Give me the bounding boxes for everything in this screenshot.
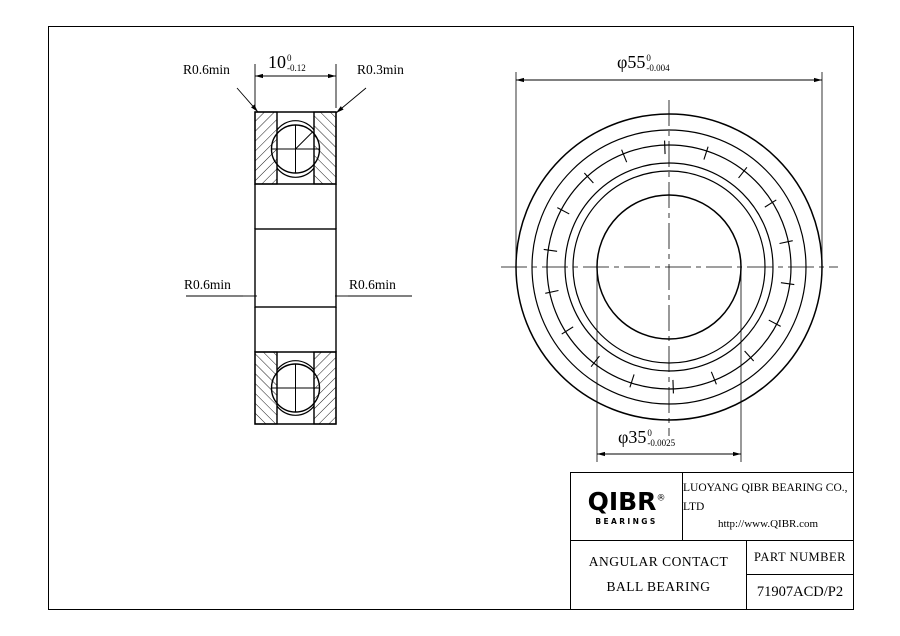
title-block: [570, 472, 854, 610]
product-description-line2: BALL BEARING: [606, 579, 711, 594]
logo-subtitle: BEARINGS: [595, 517, 658, 526]
part-number-label: PART NUMBER: [747, 541, 853, 575]
product-description: [571, 541, 747, 609]
bore-diameter-label: φ35 0 -0.0025: [618, 427, 676, 448]
bearing-bore-region: [255, 184, 336, 352]
face-view: [501, 72, 838, 462]
chamfer-leaders: [186, 88, 412, 296]
company-name: LUOYANG QIBR BEARING CO., LTD: [683, 482, 848, 513]
company-website: http://www.QIBR.com: [717, 518, 819, 531]
chamfer-note-bottom-left: R0.6min: [184, 277, 231, 292]
registered-trademark-icon: ®: [656, 493, 666, 504]
chamfer-note-top-right: R0.3min: [357, 62, 404, 77]
company-info: [683, 479, 853, 533]
chamfer-note-top-left: R0.6min: [183, 62, 230, 77]
width-dimension-label: 10 0 -0.12: [268, 52, 306, 73]
title-block-header: [571, 473, 853, 541]
center-lines: [501, 100, 838, 436]
company-logo: [571, 473, 683, 540]
lower-ring-section: [255, 352, 336, 424]
logo-text: QIBR®: [587, 487, 666, 516]
product-description-line1: ANGULAR CONTACT: [588, 554, 729, 570]
chamfer-note-bottom-right: R0.6min: [349, 277, 396, 292]
title-block-body: [571, 541, 853, 609]
outer-diameter-label: φ55 0 -0.004: [617, 52, 670, 73]
upper-ring-section: [255, 112, 336, 184]
part-number-value: 71907ACD/P2: [756, 583, 844, 600]
section-view: [186, 64, 412, 424]
part-number-cell: [747, 541, 853, 609]
